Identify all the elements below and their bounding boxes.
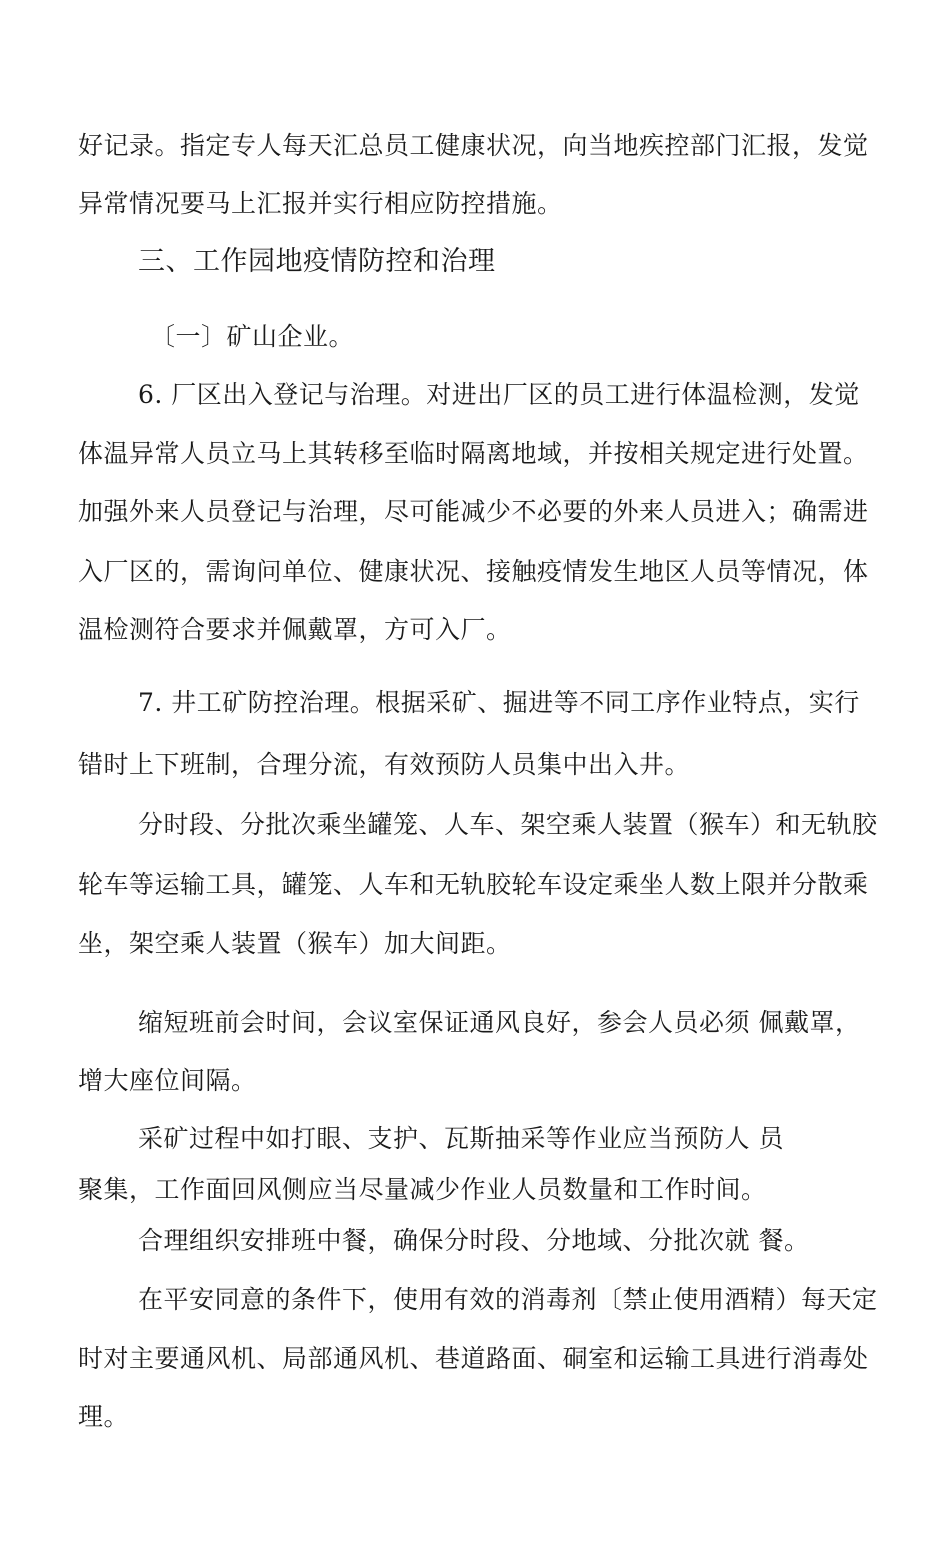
paragraph-line: 温检测符合要求并佩戴罩，方可入厂。: [78, 615, 512, 644]
paragraph-line: 异常情况要马上汇报并实行相应防控措施。: [78, 189, 563, 218]
paragraph-line: 7. 井工矿防控治理。根据采矿、掘进等不同工序作业特点，实行: [138, 688, 860, 717]
paragraph-line: 体温异常人员立马上其转移至临时隔离地域，并按相关规定进行处置。: [78, 439, 869, 468]
subsection-heading: 〔一〕矿山企业。: [150, 322, 355, 351]
paragraph-line: 聚集，工作面回风侧应当尽量减少作业人员数量和工作时间。: [78, 1175, 767, 1204]
paragraph-line: 错时上下班制，合理分流，有效预防人员集中出入井。: [78, 750, 691, 779]
paragraph-line: 坐，架空乘人装置（猴车）加大间距。: [78, 929, 512, 958]
paragraph-line: 理。: [78, 1402, 130, 1431]
paragraph-line: 好记录。指定专人每天汇总员工健康状况，向当地疾控部门汇报，发觉: [78, 131, 869, 160]
paragraph-line: 时对主要通风机、局部通风机、巷道路面、硐室和运输工具进行消毒处: [78, 1344, 869, 1373]
paragraph-line: 缩短班前会时间，会议室保证通风良好，参会人员必须 佩戴罩，: [138, 1008, 861, 1037]
paragraph-line: 在平安同意的条件下，使用有效的消毒剂〔禁止使用酒精）每天定: [138, 1285, 878, 1314]
paragraph-line: 采矿过程中如打眼、支护、瓦斯抽采等作业应当预防人 员: [138, 1124, 784, 1153]
paragraph-line: 加强外来人员登记与治理，尽可能减少不必要的外来人员进入；确需进: [78, 497, 869, 526]
paragraph-line: 合理组织安排班中餐，确保分时段、分地域、分批次就 餐。: [138, 1226, 810, 1255]
paragraph-line: 增大座位间隔。: [78, 1066, 257, 1095]
paragraph-line: 分时段、分批次乘坐罐笼、人车、架空乘人装置（猴车）和无轨胶: [138, 810, 878, 839]
paragraph-line: 6. 厂区出入登记与治理。对进出厂区的员工进行体温检测，发觉: [138, 380, 860, 409]
paragraph-line: 入厂区的，需询问单位、健康状况、接触疫情发生地区人员等情况，体: [78, 557, 869, 586]
section-heading: 三、工作园地疫情防控和治理: [138, 246, 496, 277]
paragraph-line: 轮车等运输工具，罐笼、人车和无轨胶轮车设定乘坐人数上限并分散乘: [78, 870, 869, 899]
